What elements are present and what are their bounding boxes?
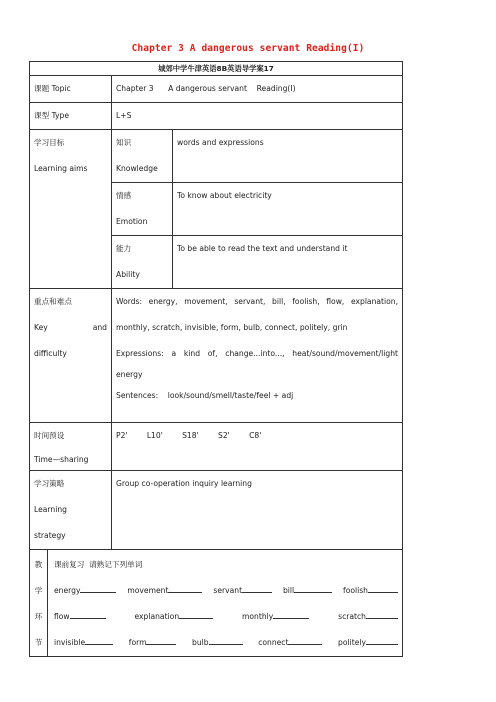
key-expr-line-2: energy xyxy=(116,370,143,379)
key-content xyxy=(112,289,403,423)
aim-emotion-label: 情感 Emotion xyxy=(112,183,173,236)
topic-name: A dangerous servant xyxy=(168,84,247,93)
topic-value xyxy=(112,76,403,103)
topic-label: 课题 Topic xyxy=(30,76,112,103)
time-label xyxy=(30,423,112,471)
strategy-label xyxy=(30,471,112,550)
type-label: 课型 Type xyxy=(30,103,112,130)
aim-ability-label: 能力 Ability xyxy=(112,236,173,289)
key-words-line-2: monthly, scratch, invisible, form, bulb, connect, politely, grin xyxy=(116,323,348,332)
table-caption: 城郊中学牛津英语8B英语导学案17 xyxy=(30,62,403,76)
type-value: L+S xyxy=(112,103,403,130)
aims-row-knowledge xyxy=(30,130,403,183)
strategy-label-en-1: Learning xyxy=(34,505,67,514)
time-slot-c: C8' xyxy=(249,431,262,440)
aims-label xyxy=(30,130,112,289)
aim-knowledge-label: 知识 Knowledge xyxy=(112,130,173,183)
page-title: Chapter 3 A dangerous servant Reading(I) xyxy=(131,43,365,54)
time-slots xyxy=(112,423,403,471)
aims-label-cn: 学习目标 xyxy=(34,138,65,147)
key-label-cn: 重点和难点 xyxy=(34,297,72,306)
time-slot-p: P2' xyxy=(116,431,128,440)
word-row-2: flow explanation monthly scratch xyxy=(54,604,398,630)
key-words-line-1: Words: energy, movement, servant, bill, foolish, flow, explanation, xyxy=(116,297,399,306)
key-expr-line-1: Expressions: a kind of, change...into..., heat/sound/movement/light xyxy=(116,349,399,358)
key-label-and: and xyxy=(92,323,107,332)
aim-ability-text: To be able to read the text and understand it xyxy=(173,236,403,289)
strategy-value: Group co-operation inquiry learning xyxy=(112,471,403,550)
time-label-cn: 时间预设 xyxy=(34,431,65,440)
caption-row xyxy=(30,62,403,76)
time-slot-s1: S18' xyxy=(182,431,199,440)
time-row xyxy=(30,423,403,471)
topic-chapter: Chapter 3 xyxy=(116,84,154,93)
key-sentences: Sentences: look/sound/smell/taste/feel + adj xyxy=(116,391,294,400)
strategy-label-en-2: strategy xyxy=(34,531,66,540)
aim-emotion-text: To know about electricity xyxy=(173,183,403,236)
key-label-difficulty: difficulty xyxy=(34,349,67,358)
aims-label-en: Learning aims xyxy=(34,164,88,173)
key-label-key: Key xyxy=(34,323,48,332)
lesson-plan-table xyxy=(29,61,403,657)
time-slot-s2: S2' xyxy=(218,431,230,440)
word-row-1: energy movement servant bill foolish xyxy=(54,578,398,604)
strategy-row xyxy=(30,471,403,550)
word-row-3: invisible form bulb connect politely xyxy=(54,630,398,656)
aim-knowledge-text: words and expressions xyxy=(173,130,403,183)
key-row xyxy=(30,289,403,423)
topic-part: Reading(I) xyxy=(256,84,296,93)
topic-row xyxy=(30,76,403,103)
time-slot-l: L10' xyxy=(146,431,163,440)
process-side-label: 教 学 环 节 xyxy=(30,550,48,656)
process-heading: 课前复习 请熟记下列单词 xyxy=(54,560,143,569)
key-label xyxy=(30,289,112,423)
type-row xyxy=(30,103,403,130)
time-label-en: Time—sharing xyxy=(34,455,89,464)
process-row xyxy=(30,550,403,657)
process-content xyxy=(48,550,402,656)
strategy-label-cn: 学习策略 xyxy=(34,479,65,488)
